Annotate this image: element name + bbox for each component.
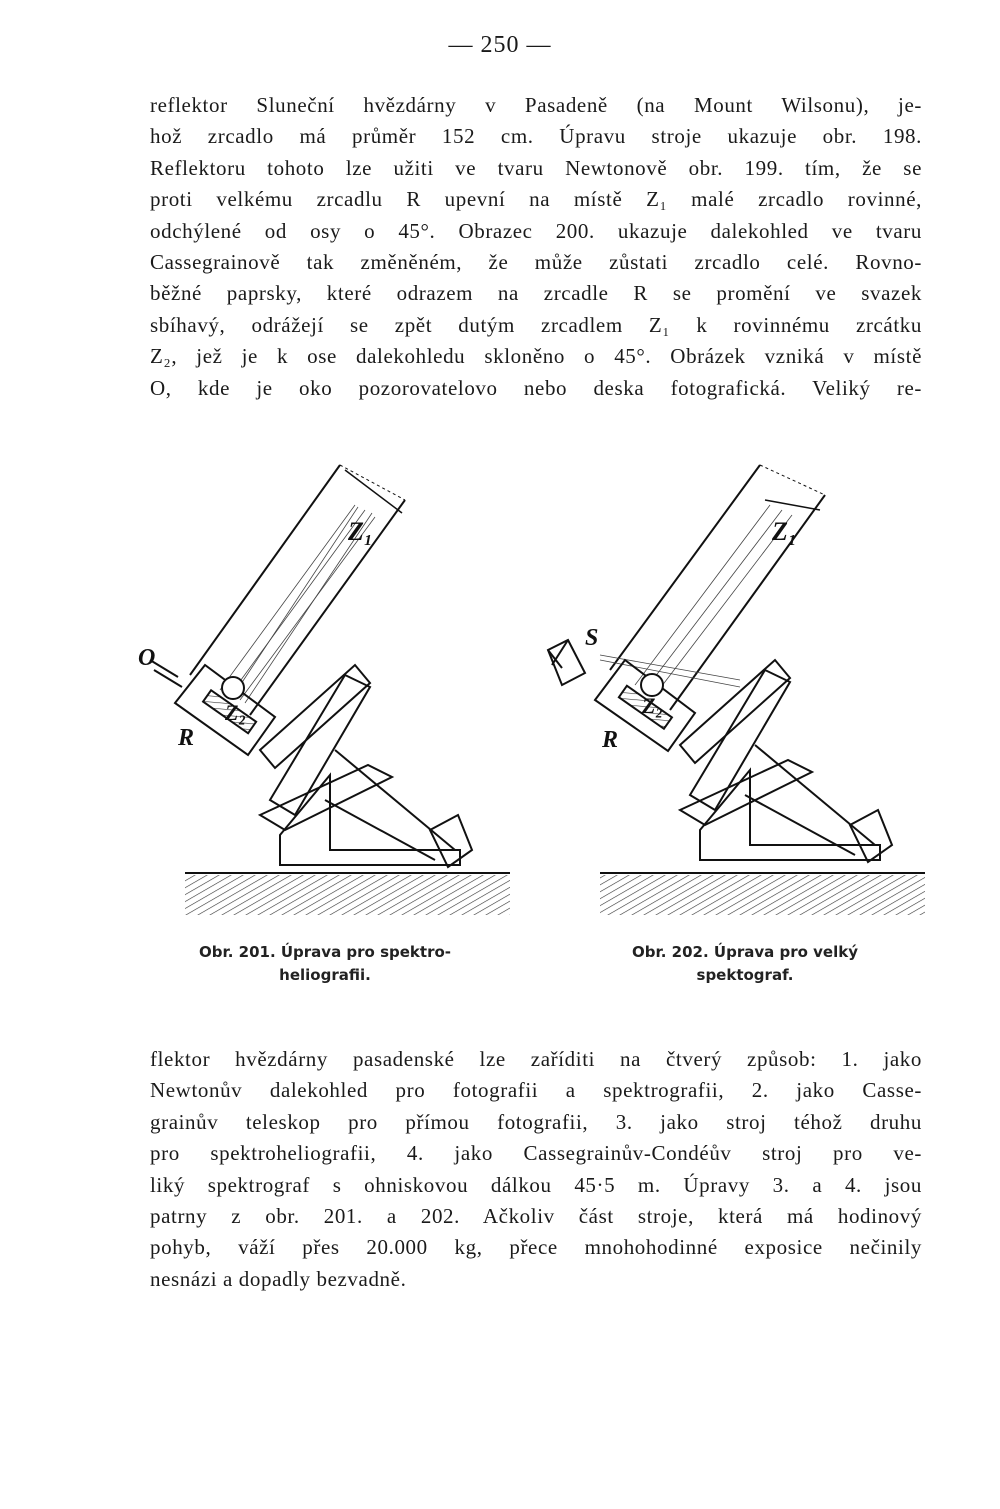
figure-202-spectrograph-diagram: [540, 455, 930, 925]
light-rays: [600, 505, 792, 695]
text-line: proti velkému zrcadlu R upevní na místě Z₁ malé zrcadlo rovinné,: [150, 187, 922, 212]
text-line: Reflektoru tohoto lze užiti ve tvaru Newtonově obr. 199. tím, že se: [150, 155, 922, 180]
label-z2: Z₂: [225, 700, 247, 725]
label-z2: Z₂: [642, 693, 664, 718]
text-line: běžné paprsky, které odrazem na zrcadle R se promění ve svazek: [150, 281, 922, 306]
ground-hatching: [600, 875, 925, 915]
text-line: patrny z obr. 201. a 202. Ačkoliv část stroje, která má hodinový: [150, 1204, 922, 1229]
page-number: — 250 —: [448, 32, 552, 58]
caption-line: Obr. 201. Úprava pro spektro-: [198, 943, 452, 961]
text-line: reflektor Sluneční hvězdárny v Pasadeně (na Mount Wilsonu), je-: [150, 93, 922, 117]
text-line: nesnázi a dopadly bezvadně.: [150, 1266, 407, 1291]
text-line: grainův teleskop pro přímou fotografii, 3. jako stroj téhož druhu: [150, 1109, 922, 1134]
figure-201-caption: [180, 941, 470, 987]
caption-line: spektograf.: [696, 966, 794, 984]
label-z1: Z₁: [348, 517, 373, 546]
text-line: sbíhavý, odrážejí se zpět dutým zrcadlem Z₁ k rovinnému zrcátku: [150, 312, 922, 337]
mirror-box: [548, 640, 695, 751]
label-r: R: [178, 725, 195, 751]
text-line: pohyb, váží přes 20.000 kg, přece mnohohodinné exposice nečinily: [150, 1235, 922, 1260]
label-r: R: [602, 727, 619, 753]
label-o: O: [138, 645, 156, 671]
text-line: pro spektroheliografii, 4. jako Cassegrainův-Condéův stroj pro ve-: [150, 1141, 922, 1166]
label-s: S: [585, 625, 599, 651]
text-line: flektor hvězdárny pasadenské lze zaříditi na čtverý způsob: 1. jako: [150, 1047, 922, 1071]
figure-202-caption: [600, 941, 890, 987]
label-z1: Z₁: [772, 517, 797, 546]
caption-line: heliografii.: [279, 966, 371, 984]
paragraph-2: [150, 1044, 922, 1295]
text-line: liký spektrograf s ohniskovou dálkou 45·5 m. Úpravy 3. a 4. jsou: [150, 1172, 922, 1197]
figure-201-spectroheliograph-diagram: [130, 455, 515, 925]
text-line: hož zrcadlo má průměr 152 cm. Úpravu stroje ukazuje obr. 198.: [150, 124, 922, 149]
text-line: odchýlené od osy o 45°. Obrazec 200. ukazuje dalekohled ve tvaru: [150, 218, 922, 243]
caption-line: Obr. 202. Úprava pro velký: [632, 943, 858, 961]
paragraph-1: [150, 90, 922, 404]
ground-hatching: [185, 875, 510, 915]
text-line: Newtonův dalekohled pro fotografii a spektrografii, 2. jako Casse-: [150, 1078, 922, 1103]
text-line: Z₂, jež je k ose dalekohledu skloněno o 45°. Obrázek vzniká v místě: [150, 344, 922, 369]
telescope-mount: [260, 665, 472, 867]
text-line: Cassegrainově tak změněném, že může zůstati zrcadlo celé. Rovno-: [150, 250, 922, 275]
text-line: O, kde je oko pozorovatelovo nebo deska fotografická. Veliký re-: [150, 375, 922, 400]
telescope-mount: [680, 660, 892, 862]
